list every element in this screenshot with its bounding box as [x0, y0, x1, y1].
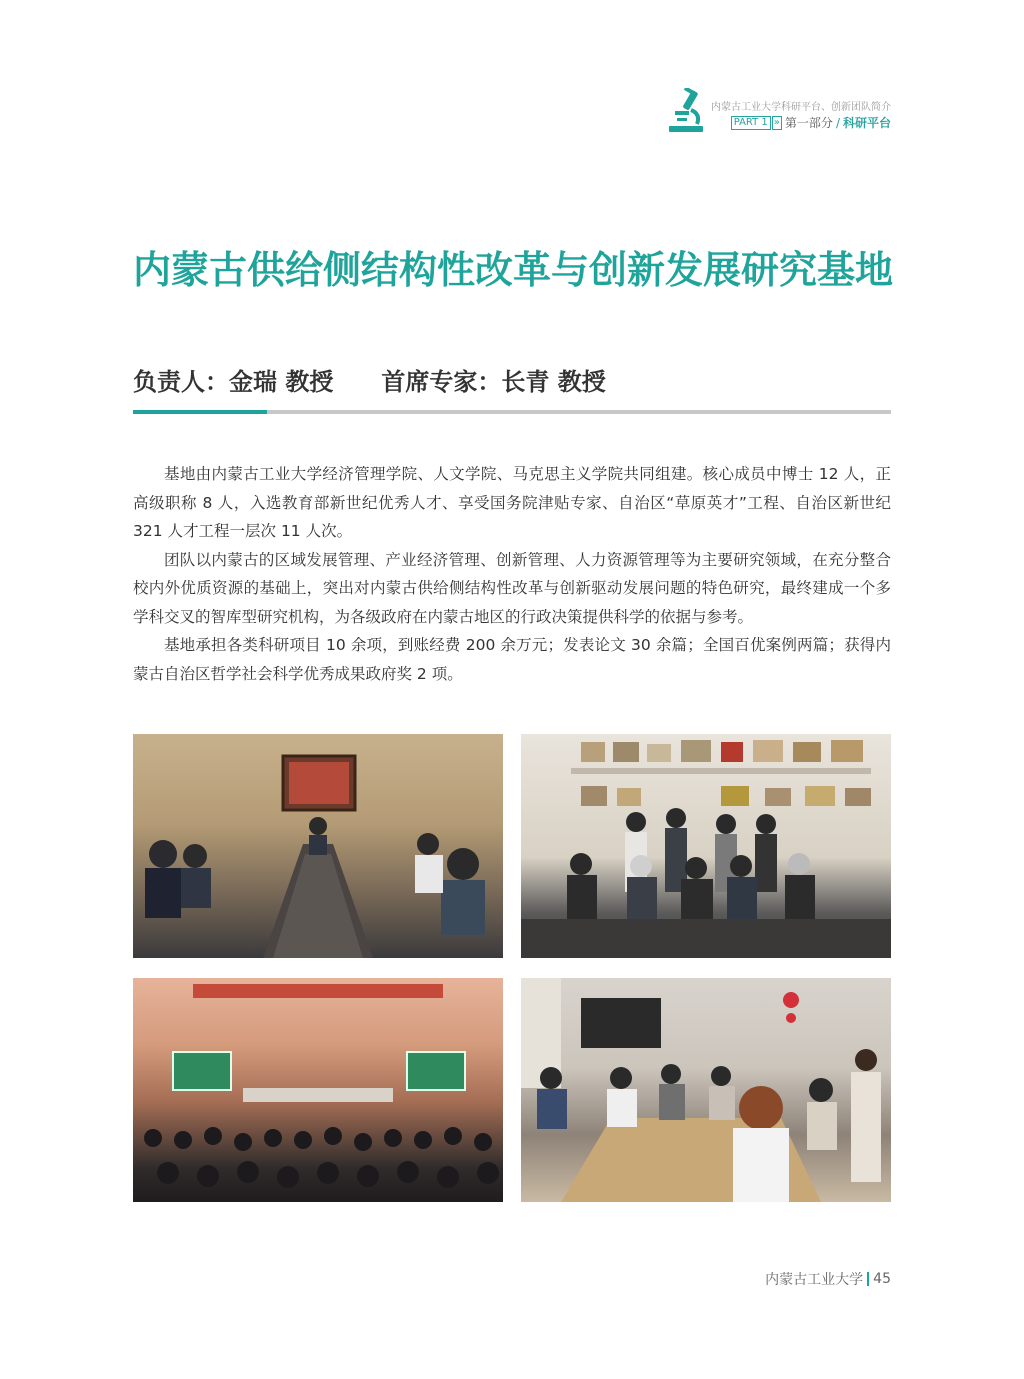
microscope-icon — [667, 88, 705, 134]
part-label: PART 1 — [731, 116, 771, 130]
page-header — [667, 88, 891, 134]
page-title: 内蒙古供给侧结构性改革与创新发展研究基地 — [133, 248, 894, 292]
paragraph-1: 基地由内蒙古工业大学经济管理学院、人文学院、马克思主义学院共同组建。核心成员中博士 12 人，正高级职称 8 人，入选教育部新世纪优秀人才、享受国务院津贴专家、自治区“草原英才”工程、自治区新世纪 321 人才工程一层次 11 人次。 — [133, 465, 891, 540]
photo-meeting-room — [133, 734, 503, 958]
photo-auditorium — [133, 978, 503, 1202]
section-tag: 科研平台 — [842, 116, 891, 130]
separator: / — [835, 116, 840, 130]
leader: 负责人：金瑞 教授 — [133, 368, 334, 396]
chief-expert: 首席专家：长青 教授 — [381, 368, 606, 396]
photo-seminar — [521, 978, 891, 1202]
page-number: 45 — [873, 1271, 891, 1287]
part-arrow-icon: » — [773, 117, 780, 128]
divider-accent — [133, 410, 267, 414]
page-footer — [765, 1269, 891, 1289]
paragraph-2: 团队以内蒙古的区域发展管理、产业经济管理、创新管理、人力资源管理等为主要研究领域，在充分整合校内外优质资源的基础上，突出对内蒙古供给侧结构性改革与创新驱动发展问题的特色研究，最终建成一个多学科交叉的智库型研究机构，为各级政府在内蒙古地区的行政决策提供科学的依据与参考。 — [133, 550, 891, 626]
footer-university: 内蒙古工业大学 — [765, 1272, 864, 1288]
header-subtitle: 内蒙古工业大学科研平台、创新团队简介 — [711, 102, 891, 113]
paragraph-3: 基地承担各类科研项目 10 余项，到账经费 200 余万元；发表论文 30 余篇；全国百优案例两篇；获得内蒙古自治区哲学社会科学优秀成果政府奖 2 项。 — [133, 636, 891, 683]
body-text — [133, 460, 891, 688]
persons-line — [133, 362, 606, 397]
photo-group-awards — [521, 734, 891, 958]
section-name: 第一部分 — [784, 116, 833, 130]
title-divider — [133, 410, 891, 414]
footer-divider — [867, 1272, 869, 1286]
